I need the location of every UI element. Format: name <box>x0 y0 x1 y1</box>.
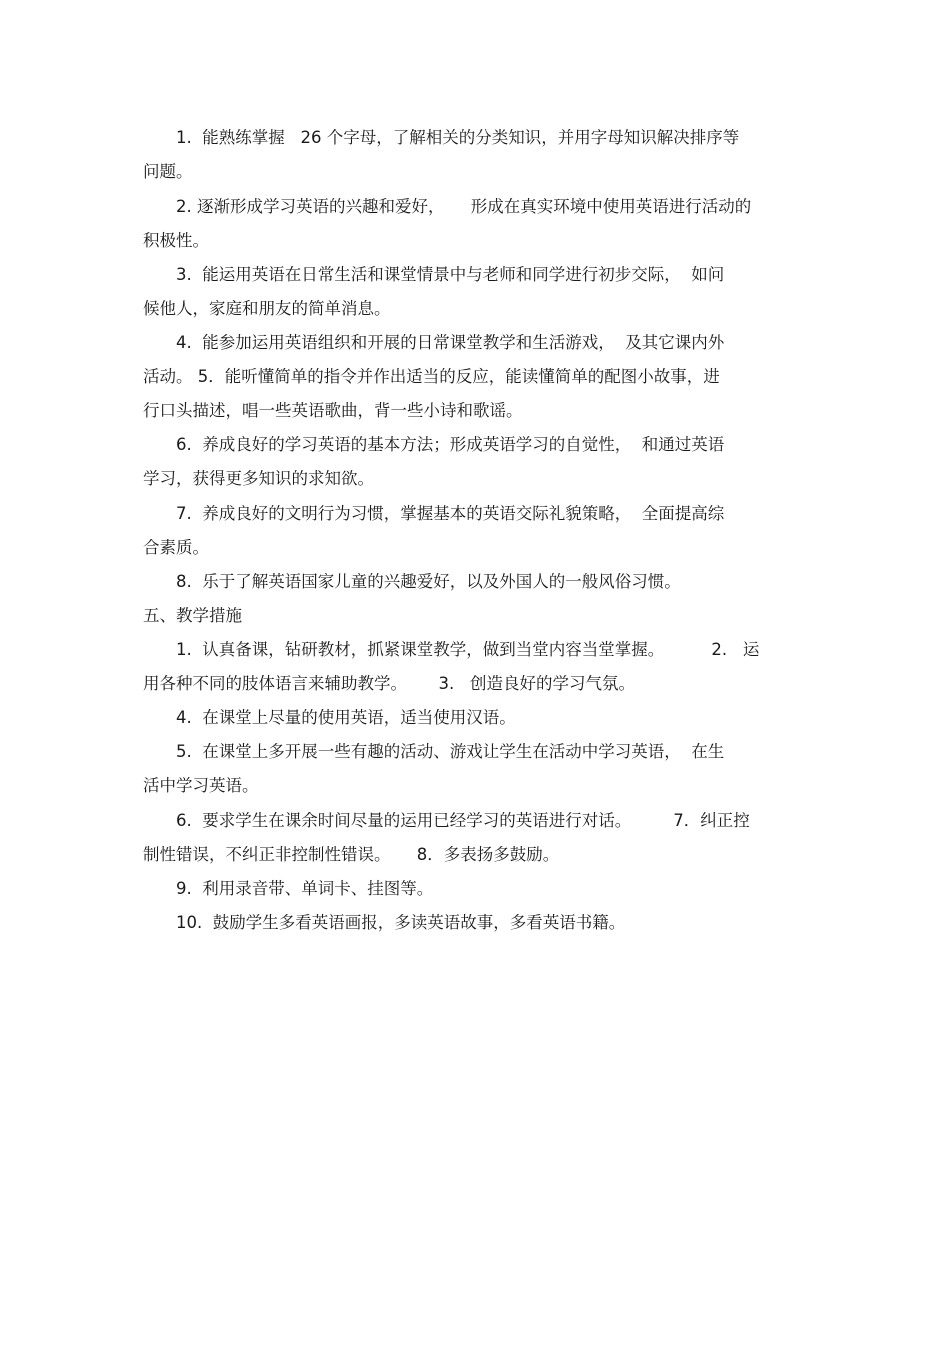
goal-2-line-1: 2. 逐渐形成学习英语的兴趣和爱好， 形成在真实环境中使用英语进行活动的 <box>176 197 752 216</box>
measure-4-line-1: 4. 在课堂上尽量的使用英语，适当使用汉语。 <box>176 708 516 727</box>
measure-1-line-2: 用各种不同的肢体语言来辅助教学。 3. 创造良好的学习气氛。 <box>143 674 635 693</box>
measure-10-line-1: 10. 鼓励学生多看英语画报，多读英语故事，多看英语书籍。 <box>176 913 626 932</box>
goal-7-line-2: 合素质。 <box>143 538 209 557</box>
goal-3-line-1: 3. 能运用英语在日常生活和课堂情景中与老师和同学进行初步交际， 如问 <box>176 265 725 284</box>
measure-5-line-2: 活中学习英语。 <box>143 776 259 795</box>
measure-9-line-1: 9. 利用录音带、单词卡、挂图等。 <box>176 879 434 898</box>
goal-1-line-1: 1. 能熟练掌握 26 个字母，了解相关的分类知识，并用字母知识解决排序等 <box>176 128 740 147</box>
measure-6-line-2: 制性错误，不纠正非控制性错误。 8．多表扬多鼓励。 <box>143 845 560 864</box>
goal-4-line-2: 活动。 5．能听懂简单的指令并作出适当的反应，能读懂简单的配图小故事，进 <box>143 367 720 386</box>
goal-1-line-2: 问题。 <box>143 162 193 181</box>
goal-6-line-2: 学习，获得更多知识的求知欲。 <box>143 469 374 488</box>
goal-4-line-1: 4. 能参加运用英语组织和开展的日常课堂教学和生活游戏， 及其它课内外 <box>176 333 725 352</box>
measure-1-line-1: 1. 认真备课，钻研教材，抓紧课堂教学，做到当堂内容当堂掌握。 2. 运 <box>176 640 760 659</box>
goal-2-line-2: 积极性。 <box>143 231 209 250</box>
goal-8-line-1: 8. 乐于了解英语国家儿童的兴趣爱好，以及外国人的一般风俗习惯。 <box>176 572 681 591</box>
goal-7-line-1: 7. 养成良好的文明行为习惯，掌握基本的英语交际礼貌策略， 全面提高综 <box>176 504 725 523</box>
measure-6-line-1: 6. 要求学生在课余时间尽量的运用已经学习的英语进行对话。 7．纠正控 <box>176 811 750 830</box>
goal-3-line-2: 候他人，家庭和朋友的简单消息。 <box>143 299 391 318</box>
measure-5-line-1: 5. 在课堂上多开展一些有趣的活动、游戏让学生在活动中学习英语， 在生 <box>176 742 725 761</box>
section-heading: 五、教学措施 <box>143 606 242 625</box>
goal-4-line-3: 行口头描述，唱一些英语歌曲，背一些小诗和歌谣。 <box>143 401 523 420</box>
goal-6-line-1: 6. 养成良好的学习英语的基本方法；形成英语学习的自觉性， 和通过英语 <box>176 435 725 454</box>
